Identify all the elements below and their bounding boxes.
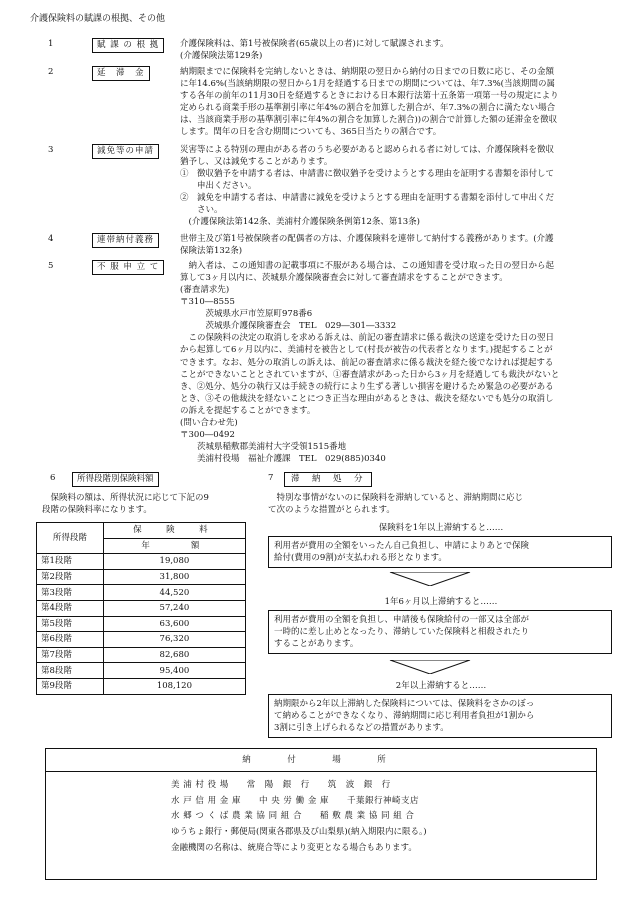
table-row (37, 632, 246, 648)
stage-cell: 第1段階 (37, 554, 104, 570)
step-box (268, 536, 612, 568)
text-line: 保険料の額は、所得状況に応じて下記の9 (42, 493, 209, 503)
payment-places-header: 納 付 場 所 (46, 749, 596, 772)
step-box (268, 610, 612, 654)
text-line: 〒310―8555 (180, 297, 235, 308)
text-line: する各年の前年の11月30日を経過するときにおける日本銀行法第十五条第一項第一号の規定により (180, 91, 559, 102)
amount-cell: 108,120 (103, 678, 245, 694)
stage-cell: 第6段階 (37, 632, 104, 648)
amount-cell: 95,400 (103, 663, 245, 679)
text-line: から起算して6ヶ月以内に、美浦村を被告として(村長が被告の代表者となります。)提起することが (180, 345, 553, 356)
section-content (180, 144, 630, 228)
column-header-fee: 保 険 料 (103, 523, 245, 539)
text-line: ことができないこととされていますが、①審査請求があった日から3ヶ月を経過しても裁決がないと (180, 369, 560, 380)
section-label: 所得段階別保険料額 (72, 472, 159, 487)
text-line: (審査請求先) (180, 285, 230, 296)
text-line: 茨城県水戸市笠原町978番6 (180, 309, 313, 320)
text-line: 利用者が費用の全額を負担し、申請後も保険給付の一部又は全部が (274, 615, 530, 625)
text-line: て次のような措置がとられます。 (268, 505, 395, 516)
section-intro (268, 492, 614, 516)
text-line: 保険法第132条) (180, 246, 243, 257)
section-label: 連帯納付義務 (92, 233, 159, 248)
down-arrow-icon (380, 572, 480, 586)
amount-cell: 63,600 (103, 616, 245, 632)
stage-cell: 第8段階 (37, 663, 104, 679)
section-number: 5 (48, 261, 54, 271)
text-line: き、②処分、処分の執行又は手続きの続行により生ずる著しい損害を避けるため緊急の必要がある (180, 381, 554, 392)
section-label: 賦 課 の 根 拠 (92, 38, 164, 53)
stage-cell: 第5段階 (37, 616, 104, 632)
step-heading: 1年6ヶ月以上滞納すると…… (384, 597, 498, 607)
text-line: の訴えを提起することができます。 (180, 405, 316, 416)
text-line: できます。なお、処分の取消しの訴えは、前記の審査請求に係る裁決を経た後でなければ提起する (180, 357, 554, 368)
step-box (268, 694, 612, 738)
text-line: 茨城県稲敷郡美浦村大字受領1515番地 (180, 441, 347, 452)
document-title: 介護保険料の賦課の根拠、その他 (30, 14, 166, 24)
section-label: 減免等の申請 (92, 144, 159, 159)
text-line: 茨城県介護保険審査会 TEL 029―301―3332 (180, 321, 397, 332)
section-number: 2 (48, 67, 54, 77)
text-line: は、当該商業手形の基準割引率に年4%の割合を加算した割合))の割合で計算した額の延滞金を徴収 (180, 115, 558, 126)
text-line: 特別な事情がないのに保険料を滞納していると、滞納期間に応じ (268, 493, 524, 503)
column-header-stage: 所得段階 (37, 523, 104, 554)
stage-cell: 第3段階 (37, 585, 104, 601)
table-row (37, 554, 246, 570)
section-number: 4 (48, 234, 54, 244)
stage-cell: 第4段階 (37, 600, 104, 616)
text-line: 猶予し、又は減免することがあります。 (180, 157, 333, 168)
payment-places-box (45, 748, 597, 880)
stage-cell: 第7段階 (37, 647, 104, 663)
stage-cell: 第2段階 (37, 569, 104, 585)
fee-table (36, 522, 246, 695)
table-row (37, 616, 246, 632)
table-row (37, 678, 246, 694)
section-label: 不 服 申 立 て (92, 260, 164, 275)
amount-cell: 19,080 (103, 554, 245, 570)
text-line: 利用者が費用の全額をいったん自己負担し、申請によりあとで保険 (274, 541, 530, 551)
stage-cell: 第9段階 (37, 678, 104, 694)
section-number: 1 (48, 39, 54, 49)
text-line: 給付(費用の9割)が支払われる形となります。 (274, 553, 447, 564)
text-line: 災害等による特別の理由がある者のうち必要があると認められる者に対しては、介護保険料を徴収 (180, 145, 555, 155)
column-header-annual: 年 額 (103, 538, 245, 554)
text-line: ① 徴収猶予を申請する者は、申請書に徴収猶予を受けようとする理由を証明する書類を添付して (180, 169, 555, 180)
table-row (37, 585, 246, 601)
step-heading: 保険料を1年以上滞納すると…… (378, 523, 504, 533)
amount-cell: 31,800 (103, 569, 245, 585)
payment-place-note: 金融機関の名称は、統廃合等により変更となる場合もあります。 (171, 842, 417, 853)
text-line: (介護保険法第142条、美浦村介護保険条例第12条、第13条) (180, 217, 420, 228)
payment-place-line: 水 郷 つ く ば 農 業 協 同 組 合 稲 敷 農 業 協 同 組 合 (171, 811, 415, 822)
payment-place-line: ゆうちょ銀行・郵便局(関東各郡県及び山梨県)(納入期限内に限る。) (171, 827, 427, 838)
section-content (180, 38, 630, 62)
text-line: 3割に引き上げられるなどの措置があります。 (274, 723, 449, 734)
section-content (180, 260, 630, 465)
step-heading: 2年以上滞納すると…… (395, 681, 487, 691)
text-line: 世帯主及び第1号被保険者の配偶者の方は、介護保険料を連帯して納付する義務があります。(介護 (180, 234, 554, 244)
text-line: て納めることができなくなり、滞納期間に応じ利用者負担が1割から (274, 711, 535, 722)
section-label: 延 滞 金 (92, 66, 150, 81)
text-line: (問い合わせ先) (180, 417, 238, 428)
text-line: 介護保険料は、第1号被保険者(65歳以上の者)に対して賦課されます。 (180, 39, 449, 49)
text-line: 定められる商業手形の基準割引率に年4%の割合を加算した割合が、年7.3%の割合に満たない場合 (180, 103, 556, 114)
payment-place-line: 美 浦 村 役 場 常 陽 銀 行 筑 波 銀 行 (171, 780, 391, 790)
payment-place-line: 水 戸 信 用 金 庫 中 央 労 働 金 庫 千葉銀行神崎支店 (171, 795, 420, 806)
text-line: (介護保険法第129条) (180, 51, 263, 62)
section-number: 7 (268, 473, 274, 483)
text-line: 〒300―0492 (180, 429, 235, 440)
text-line: 段階の保険料率になります。 (42, 505, 152, 516)
amount-cell: 76,320 (103, 632, 245, 648)
down-arrow-icon (380, 660, 480, 674)
text-line: 算して3ヶ月以内に、茨城県介護保険審査会に対して審査請求をすることができます。 (180, 273, 508, 284)
text-line: に年14.6%(当該納期限の翌日から1月を経過する日までの期間については、年7.3%(当該期間の属 (180, 79, 555, 90)
section-intro (42, 492, 252, 516)
text-line: 一時的に差し止めとなったり、滞納していた保険料と相殺されたり (274, 627, 530, 638)
text-line: することがあります。 (274, 639, 359, 650)
amount-cell: 44,520 (103, 585, 245, 601)
table-header-row (37, 523, 246, 539)
section-number: 6 (50, 473, 56, 483)
section-content (180, 233, 630, 257)
text-line: 美浦村役場 福祉介護課 TEL 029(885)0340 (180, 454, 386, 464)
text-line: 納期限から2年以上滞納した保険料については、保険料をさかのぼっ (274, 699, 535, 709)
text-line: します。閏年の日を含む期間についても、365日当たりの割合です。 (180, 127, 442, 138)
text-line: 申出ください。 (180, 181, 257, 192)
text-line: 納期限までに保険料を完納しないときは、納期限の翌日から納付の日までの日数に応じ、その金額 (180, 67, 555, 77)
table-row (37, 663, 246, 679)
text-line: とき、③その他裁決を経ないことにつき正当な理由があるときは、裁決を経ないでも処分の取消し (180, 393, 554, 404)
table-row (37, 647, 246, 663)
table-row (37, 600, 246, 616)
section-content (180, 66, 630, 138)
text-line: ② 減免を申請する者は、申請書に減免を受けようとする理由を証明する書類を添付して申出くだ (180, 193, 555, 204)
amount-cell: 57,240 (103, 600, 245, 616)
text-line: さい。 (180, 205, 223, 216)
payment-places-list (46, 772, 596, 857)
text-line: 納入者は、この通知書の記載事項に不服がある場合は、この通知書を受け取った日の翌日から起 (180, 261, 555, 271)
amount-cell: 82,680 (103, 647, 245, 663)
text-line: この保険料の決定の取消しを求める訴えは、前記の審査請求に係る裁決の送達を受けた日の翌日 (180, 333, 555, 344)
section-label: 滞 納 処 分 (284, 472, 372, 487)
table-row (37, 569, 246, 585)
section-number: 3 (48, 145, 54, 155)
